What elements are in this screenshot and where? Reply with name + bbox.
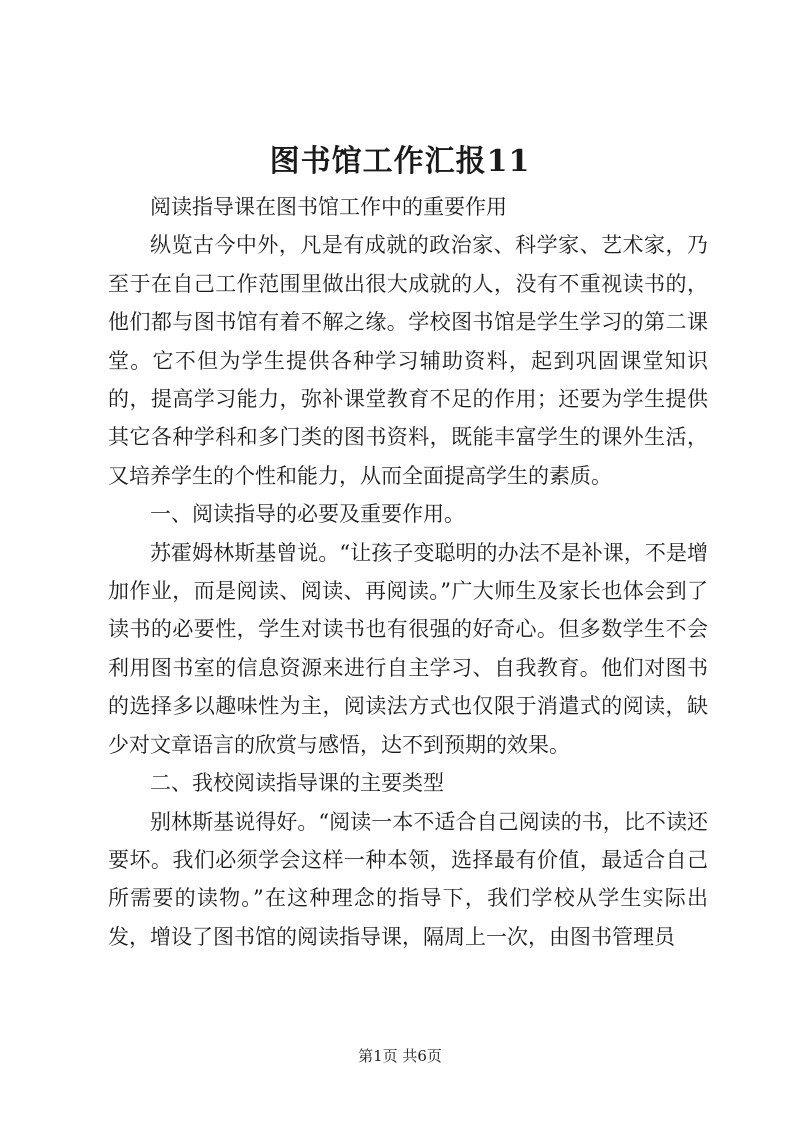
section-heading-1: 一、阅读指导的必要及重要作用。 [150,502,465,527]
section-heading-2: 二、我校阅读指导课的主要类型 [150,771,444,796]
document-body [108,188,708,956]
paragraph-section-1: 苏霍姆林斯基曾说。“让孩子变聪明的办法不是补课，不是增加作业，而是阅读、阅读、再阅读。”广大师生及家长也体会到了读书的必要性，学生对读书也有很强的好奇心。但多数学生不会利用图书室的信息资源来进行自主学习、自我教育。他们对图书的选择多以趣味性为主，阅读法方式也仅限于消遣式的阅读，缺少对文章语言的欣赏与感悟，达不到预期的效果。 [108,540,708,757]
paragraph-section-2: 别林斯基说得好。“阅读一本不适合自己阅读的书，比不读还要坏。我们必须学会这样一种本领，选择最有价值，最适合自己所需要的读物。”在这种理念的指导下，我们学校从学生实际出发，增设了图书馆的阅读指导课，隔周上一次，由图书管理员 [108,809,708,949]
page-number-footer: 第1页 共6页 [358,1047,442,1065]
paragraph-subtitle: 阅读指导课在图书馆工作中的重要作用 [150,195,507,219]
document-title: 图书馆工作汇报11 [269,144,531,179]
paragraph-intro: 纵览古今中外，凡是有成就的政治家、科学家、艺术家，乃至于在自己工作范围里做出很大成就的人，没有不重视读书的，他们都与图书馆有着不解之缘。学校图书馆是学生学习的第二课堂。它不但为学生提供各种学习辅助资料，起到巩固课堂知识的，提高学习能力，弥补课堂教育不足的作用；还要为学生提供其它各种学科和多门类的图书资料，既能丰富学生的课外生活，又培养学生的个性和能力，从而全面提高学生的素质。 [108,233,708,488]
